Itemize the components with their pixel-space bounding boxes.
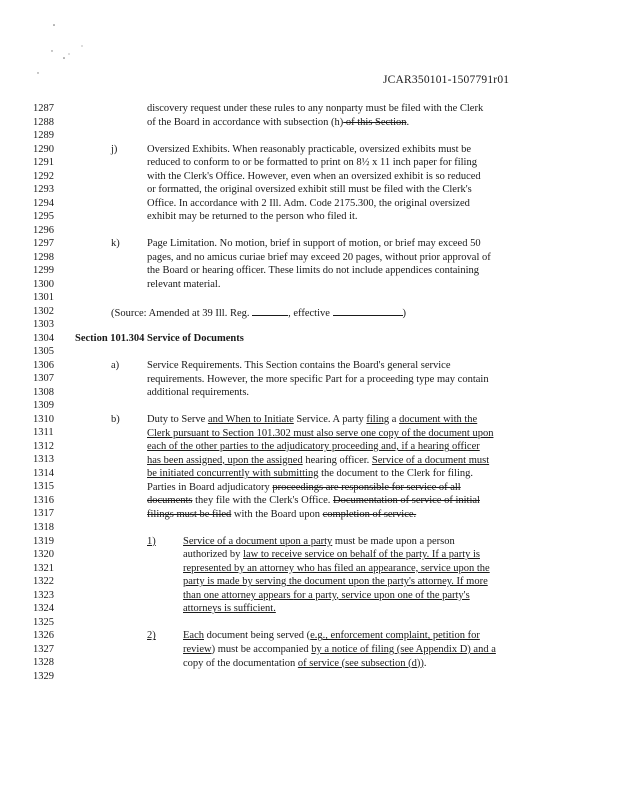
line-number: 1328 — [33, 657, 54, 669]
line-number: 1294 — [33, 197, 54, 209]
line-number-column — [33, 102, 54, 683]
line-number: 1326 — [33, 630, 54, 642]
line-number: 1315 — [33, 481, 54, 493]
subsection-label-b: b) — [111, 414, 120, 426]
line-number: 1311 — [33, 427, 54, 439]
line-number: 1313 — [33, 454, 54, 466]
subsection-label-k: k) — [111, 238, 120, 250]
text-line: has been assigned, upon the assigned hearing officer. Service of a document must — [147, 454, 490, 466]
text-line: Oversized Exhibits. When reasonably practicable, oversized exhibits must be — [147, 143, 472, 155]
text-line: Duty to Serve and When to Initiate Service. A party filing a document with the — [147, 414, 478, 426]
line-number: 1308 — [33, 386, 54, 398]
line-number: 1304 — [33, 332, 54, 344]
line-number: 1287 — [33, 103, 54, 114]
line-number: 1290 — [33, 143, 54, 155]
text-line: Each document being served (e.g., enforcement complaint, petition for — [183, 630, 480, 642]
line-number: 1292 — [33, 170, 54, 182]
line-number: 1296 — [33, 224, 54, 236]
line-number: 1318 — [33, 521, 54, 533]
line-number: 1324 — [33, 603, 54, 615]
text-line: Clerk pursuant to Section 101.302 must also serve one copy of the document upon — [147, 427, 494, 439]
line-number: 1329 — [33, 670, 54, 682]
subsection-label-j: j) — [111, 143, 118, 155]
text-line: pages, and no amicus curiae brief may exceed 20 pages, without prior approval of — [147, 251, 491, 263]
line-number: 1303 — [33, 319, 54, 331]
line-number: 1314 — [33, 467, 54, 479]
line-number: 1305 — [33, 346, 54, 358]
line-number: 1317 — [33, 508, 54, 520]
text-line: Service Requirements. This Section contains the Board's general service — [147, 360, 451, 371]
text-line: Page Limitation. No motion, brief in support of motion, or brief may exceed 50 — [147, 238, 481, 250]
blank-effective-date — [333, 305, 403, 316]
text-line: Service of a document upon a party must be made upon a person — [183, 535, 455, 547]
text-line: party is made by serving the document upon the party's attorney. If more — [183, 576, 488, 588]
text-line: be initiated concurrently with submitting the document to the Clerk for filing. — [147, 468, 474, 480]
line-number: 1295 — [33, 211, 54, 223]
line-number: 1293 — [33, 184, 54, 196]
text-line: the Board or hearing officer. These limits do not include appendices containing — [147, 265, 480, 277]
line-number: 1291 — [33, 157, 54, 169]
line-number: 1325 — [33, 616, 54, 628]
line-number: 1288 — [33, 116, 54, 128]
line-number: 1321 — [33, 562, 54, 574]
line-number: 1316 — [33, 494, 54, 506]
line-number: 1322 — [33, 576, 54, 588]
text-line: discovery request under these rules to any nonparty must be filed with the Clerk — [147, 103, 484, 114]
line-number: 1312 — [33, 440, 54, 452]
text-line: attorneys is sufficient. — [183, 603, 276, 615]
line-number: 1309 — [33, 400, 54, 412]
text-line: represented by an attorney who has filed an appearance, service upon the — [183, 562, 490, 574]
text-line: of the Board in accordance with subsection (h) of this Section. — [147, 116, 410, 128]
item-label-1: 1) — [147, 535, 156, 547]
text-line: with the Clerk's Office. However, even when an oversized exhibit is so reduced — [147, 170, 481, 182]
text-line: filings must be filed with the Board upon completion of service. — [147, 508, 417, 520]
line-number: 1301 — [33, 292, 54, 304]
text-line: documents they file with the Clerk's Office. Documentation of service of initial — [147, 495, 480, 507]
text-line: or formatted, the original oversized exhibit still must be filed with the Clerk's — [147, 184, 472, 196]
text-line: relevant material. — [147, 278, 221, 290]
text-line: than one attorney appears for a party, service upon one of the party's — [183, 589, 470, 601]
scan-specks — [34, 18, 94, 78]
text-line: review) must be accompanied by a notice of filing (see Appendix D) and a — [183, 643, 496, 655]
line-number: 1302 — [33, 305, 54, 317]
line-number: 1319 — [33, 535, 54, 547]
line-number: 1306 — [33, 359, 54, 371]
line-number: 1323 — [33, 589, 54, 601]
source-note: (Source: Amended at 39 Ill. Reg. , effective ) — [111, 305, 406, 321]
text-line: authorized by law to receive service on behalf of the party. If a party is — [183, 549, 480, 561]
line-number: 1307 — [33, 373, 54, 385]
line-number: 1327 — [33, 643, 54, 655]
item-label-2: 2) — [147, 630, 156, 642]
line-number: 1300 — [33, 278, 54, 290]
line-number: 1297 — [33, 238, 54, 250]
section-title: Section 101.304 Service of Documents — [75, 332, 244, 344]
text-line: Office. In accordance with 2 Ill. Adm. Code 2175.300, the original oversized — [147, 197, 470, 209]
text-line: Parties in Board adjudicatory proceedings are responsible for service of all — [147, 481, 461, 493]
subsection-label-a: a) — [111, 360, 120, 371]
text-line: copy of the documentation of service (see subsection (d)). — [183, 657, 427, 669]
document-id: JCAR350101-1507791r01 — [383, 74, 510, 86]
line-number: 1299 — [33, 265, 54, 277]
line-number: 1289 — [33, 130, 54, 142]
blank-volume — [252, 305, 288, 316]
line-number: 1320 — [33, 549, 54, 561]
text-line: exhibit may be returned to the person who filed it. — [147, 211, 358, 223]
text-line: reduced to conform to or be formatted to print on 8½ x 11 inch paper for filing — [147, 157, 477, 169]
line-number: 1298 — [33, 251, 54, 263]
text-line: each of the other parties to the adjudicatory proceeding and, if a hearing officer — [147, 441, 480, 453]
text-line: requirements. However, the more specific Part for a proceeding type may contain — [147, 373, 489, 385]
line-number: 1310 — [33, 413, 54, 425]
text-line: additional requirements. — [147, 387, 250, 398]
